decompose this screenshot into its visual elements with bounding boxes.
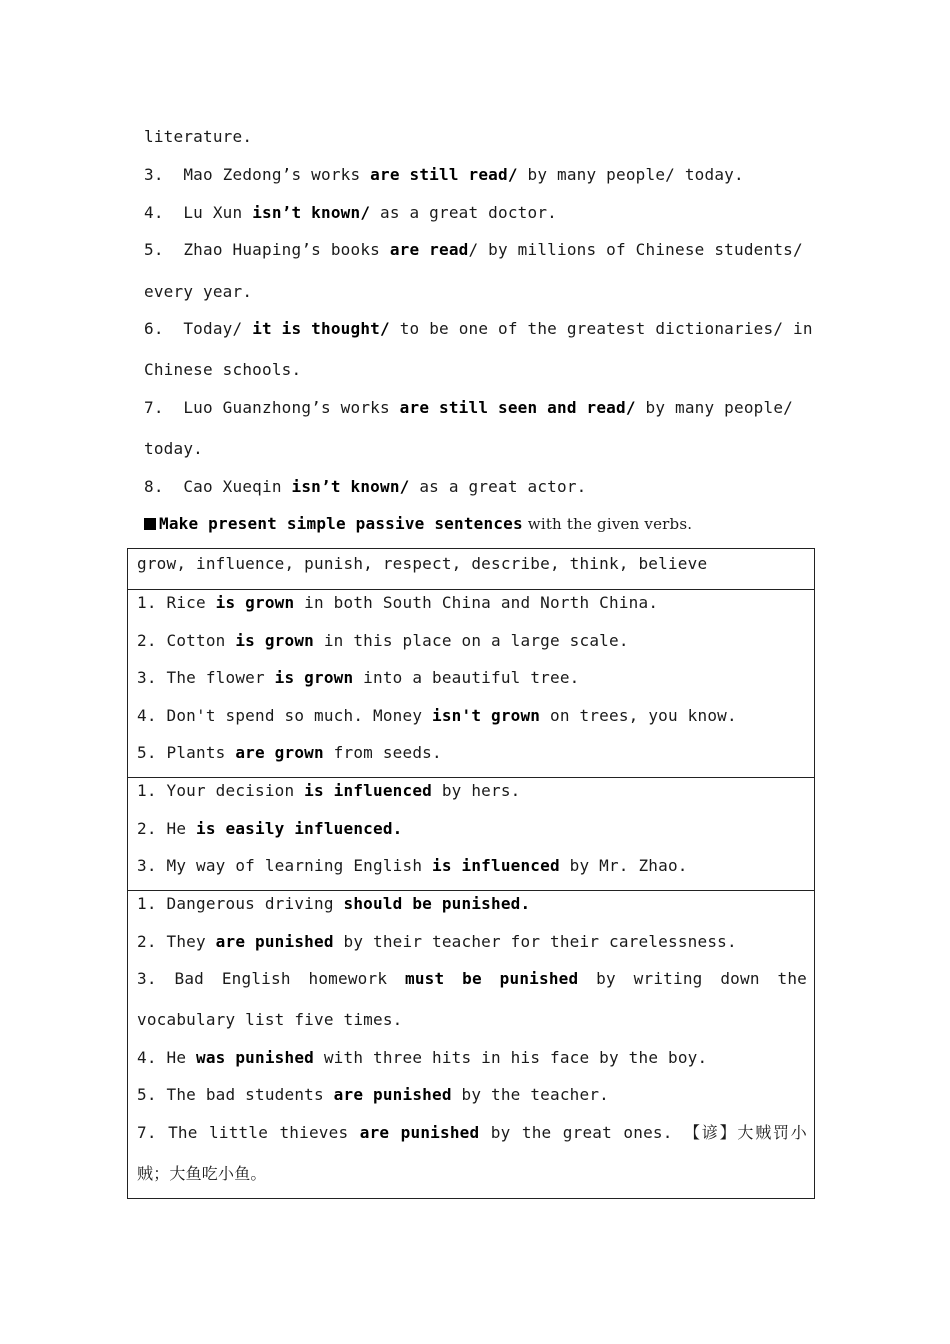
table-line: 2. Cotton is grown in this place on a large scale.: [137, 631, 629, 650]
text-line: literature.: [144, 127, 253, 146]
table-line: 贼；大鱼吃小鱼。: [137, 1164, 267, 1183]
passive-verb: are still read/: [370, 165, 518, 184]
table-line: 2. He is easily influenced.: [137, 819, 403, 838]
sentence-5-cont: every year.: [144, 282, 253, 301]
verb-list: grow, influence, punish, respect, describe, think, believe: [137, 554, 708, 573]
punish-row: [128, 891, 814, 1198]
sentence-6: 6. Today/ it is thought/ to be one of the greatest dictionaries/ in: [144, 319, 813, 338]
table-line: 3. The flower is grown into a beautiful tree.: [137, 668, 580, 687]
sentence-7-cont: today.: [144, 439, 203, 458]
table-line: 2. They are punished by their teacher for their carelessness.: [137, 932, 737, 951]
passive-verb: it is thought/: [252, 319, 390, 338]
table-line: vocabulary list five times.: [137, 1010, 403, 1029]
table-line: 5. The bad students are punished by the teacher.: [137, 1085, 609, 1104]
passive-verb: isn’t known/: [291, 477, 410, 496]
grow-row: [128, 590, 814, 778]
sentence-6-cont: Chinese schools.: [144, 360, 302, 379]
verb-table: [127, 548, 815, 1199]
passive-verb: isn’t known/: [252, 203, 371, 222]
sentence-4: 4. Lu Xun isn’t known/ as a great doctor.: [144, 203, 558, 222]
square-bullet-icon: [144, 518, 156, 530]
passive-verb: are read: [389, 240, 469, 259]
table-line: 3. My way of learning English is influenced by Mr. Zhao.: [137, 856, 688, 875]
table-header-row: [128, 549, 814, 590]
instruction: Make present simple passive sentences with the given verbs.: [144, 514, 809, 534]
influence-row: [128, 778, 814, 891]
table-line: 5. Plants are grown from seeds.: [137, 743, 442, 762]
table-line: 4. He was punished with three hits in his face by the boy.: [137, 1048, 708, 1067]
passive-verb: are still seen and read/: [399, 398, 636, 417]
table-line: 7. The little thieves are punished by the great ones. 【谚】大贼罚小: [137, 1123, 808, 1142]
table-line: 1. Rice is grown in both South China and North China.: [137, 593, 659, 612]
sentence-5: 5. Zhao Huaping’s books are read/ by millions of Chinese students/: [144, 240, 803, 259]
table-line: 1. Your decision is influenced by hers.: [137, 781, 521, 800]
sentence-3: 3. Mao Zedong’s works are still read/ by many people/ today.: [144, 165, 744, 184]
sentence-8: 8. Cao Xueqin isn’t known/ as a great actor.: [144, 477, 587, 496]
table-line: 1. Dangerous driving should be punished.: [137, 894, 531, 913]
sentence-7: 7. Luo Guanzhong’s works are still seen and read/ by many people/: [144, 398, 793, 417]
table-line: 4. Don't spend so much. Money isn't grown on trees, you know.: [137, 706, 737, 725]
table-line: 3. Bad English homework must be punished by writing down the: [137, 969, 807, 988]
